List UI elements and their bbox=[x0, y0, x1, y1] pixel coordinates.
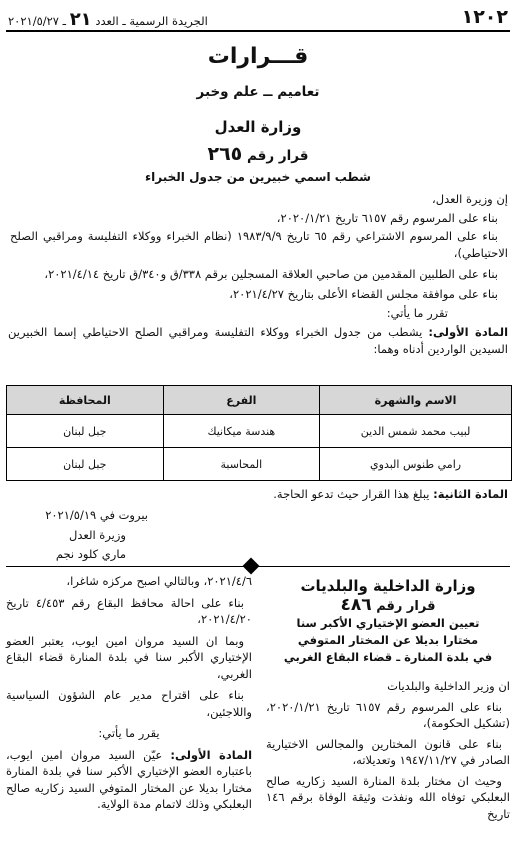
header-branch: الفرع bbox=[163, 386, 320, 415]
issue-number: ٢١ bbox=[69, 9, 92, 30]
minister-intro: ان وزير الداخلية والبلديات bbox=[387, 679, 510, 693]
table-row bbox=[7, 415, 512, 448]
decision-subject-2-line-1: تعيين العضو الإختياري الأكبر سنا bbox=[296, 616, 480, 630]
divider-ornament bbox=[243, 558, 260, 575]
recital-2-1: بناء على المرسوم رقم ٦١٥٧ تاريخ ٢٠٢٠/١/٢١، (تشكيل الحكومة)، bbox=[266, 699, 510, 730]
cell-governorate: جبل لبنان bbox=[7, 448, 164, 481]
decision-number bbox=[0, 143, 516, 165]
article-2-label: المادة الثانية: bbox=[433, 487, 508, 501]
recital-3: بناء على الطلبين المقدمين من صاحبي العلاقة المسجلين برقم ٣٣٨/ق و٣٤٠/ق تاريخ ٢٠٢١/٤/١٤، bbox=[44, 267, 498, 281]
article-1-text: يشطب من جدول الخبراء ووكلاء التفليسة ومراقبي الصلح الاحتياطي إسما الخبيرين السيدين الواردين أدناه وهما: bbox=[8, 325, 508, 356]
decision-number-value: ٢٦٥ bbox=[207, 143, 243, 165]
ministry-heading-2: وزارة الداخلية والبلديات bbox=[300, 577, 476, 595]
experts-table bbox=[6, 385, 512, 481]
header-rule bbox=[6, 30, 510, 32]
section-subtitle: تعاميم ــ علم وخبر bbox=[196, 84, 320, 100]
cell-branch: المحاسبة bbox=[163, 448, 320, 481]
signature-place-date: بيروت في ٢٠٢١/٥/١٩ bbox=[45, 508, 148, 522]
page-header bbox=[6, 6, 510, 32]
cell-governorate: جبل لبنان bbox=[7, 415, 164, 448]
decision-subject: شطب اسمي خبيرين من جدول الخبراء bbox=[145, 170, 371, 184]
section-title: قـــرارات bbox=[207, 44, 309, 69]
table-header-row bbox=[7, 386, 512, 415]
signature-title: وزيرة العدل bbox=[69, 528, 126, 542]
article-1 bbox=[8, 324, 508, 357]
article-1-label: المادة الأولى: bbox=[428, 325, 509, 339]
article-1-2 bbox=[6, 747, 252, 813]
cell-name: لبيب محمد شمس الدين bbox=[320, 415, 512, 448]
decision-number-label-2: قرار رقم bbox=[376, 599, 436, 614]
cell-branch: هندسة ميكانيك bbox=[163, 415, 320, 448]
recital-2: بناء على المرسوم الاشتراعي رقم ٦٥ تاريخ ١٩٨٣/٩/٩ (نظام الخبراء ووكلاء التفليسة ومراقبي الصلح الاحتياطي)، bbox=[10, 229, 508, 260]
recital-1: بناء على المرسوم رقم ٦١٥٧ تاريخ ٢٠٢٠/١/٢١، bbox=[276, 211, 498, 225]
article-1-label-2: المادة الأولى: bbox=[170, 747, 253, 762]
article-2-text: يبلغ هذا القرار حيث تدعو الحاجة. bbox=[273, 487, 430, 501]
recital-4: بناء على موافقة مجلس القضاء الأعلى بتاريخ ٢٠٢١/٤/٢٧، bbox=[229, 287, 498, 301]
article-2 bbox=[8, 486, 508, 503]
table-row bbox=[7, 448, 512, 481]
ministry-heading: وزارة العدل bbox=[214, 118, 302, 136]
issue-date: ـ ٢٠٢١/٥/٢٧ bbox=[8, 14, 67, 28]
page-number: ١٢٠٢ bbox=[461, 6, 508, 28]
cell-name: رامي طنوس البدوي bbox=[320, 448, 512, 481]
header-governorate: المحافظة bbox=[7, 386, 164, 415]
decision-subject-2-line-2: مختارا بديلا عن المختار المتوفي bbox=[297, 633, 479, 647]
decision-number-label: قرار رقم bbox=[246, 148, 309, 164]
decision-intro: إن وزيرة العدل، bbox=[432, 192, 508, 206]
recital-2-2: بناء على قانون المختارين والمجالس الاختيارية الصادر في ١٩٤٧/١١/٢٧ وتعديلاته، bbox=[266, 736, 510, 767]
recital-2-6: بناء على اقتراح مدير عام الشؤون السياسية واللاجئين، bbox=[6, 688, 252, 719]
gazette-name: الجريدة الرسمية ـ العدد bbox=[95, 14, 208, 28]
recital-2-3-cont: ٢٠٢١/٤/٦، وبالتالي اصبح مركزه شاغرا، bbox=[66, 574, 252, 588]
decides-line: تقرر ما يأتي: bbox=[386, 306, 448, 320]
gazette-issue-line bbox=[8, 9, 208, 30]
header-name: الاسم والشهرة bbox=[320, 386, 512, 415]
recital-2-4: بناء على احالة محافظ البقاع رقم ٤/٤٥٣ تاريخ ٢٠٢١/٤/٢٠، bbox=[6, 595, 252, 626]
article-1-text-2: عيّن السيد مروان امين ايوب، باعتباره العضو الإختياري الأكبر سنا في بلدة المنارة مختارا بديلا عن المختار المتوفي السيد زكاريه صالح البعلبكي وذلك لاتمام مدة الولاية. bbox=[6, 747, 252, 811]
decides-line-2: يقرر ما يأتي: bbox=[98, 726, 160, 740]
recital-2-3: وحيث ان مختار بلدة المنارة السيد زكاريه صالح البعلبكي توفاه الله ونفذت وثيقة الوفاة برقم ١٤٦ تاريخ bbox=[266, 773, 510, 821]
decision-subject-2-line-3: في بلدة المنارة ـ قضاء البقاع الغربي bbox=[283, 650, 493, 664]
signature-name: ماري كلود نجم bbox=[55, 547, 126, 561]
recital-2-5: وبما ان السيد مروان امين ايوب، يعتبر العضو الإختياري الأكبر سنا في بلدة المنارة قضاء البقاع الغربي، bbox=[6, 633, 252, 681]
decision-2-right-column bbox=[266, 573, 510, 822]
decision-2-left-column bbox=[6, 573, 252, 813]
decision-number-2 bbox=[266, 595, 510, 615]
decision-number-value-2: ٤٨٦ bbox=[340, 595, 372, 615]
